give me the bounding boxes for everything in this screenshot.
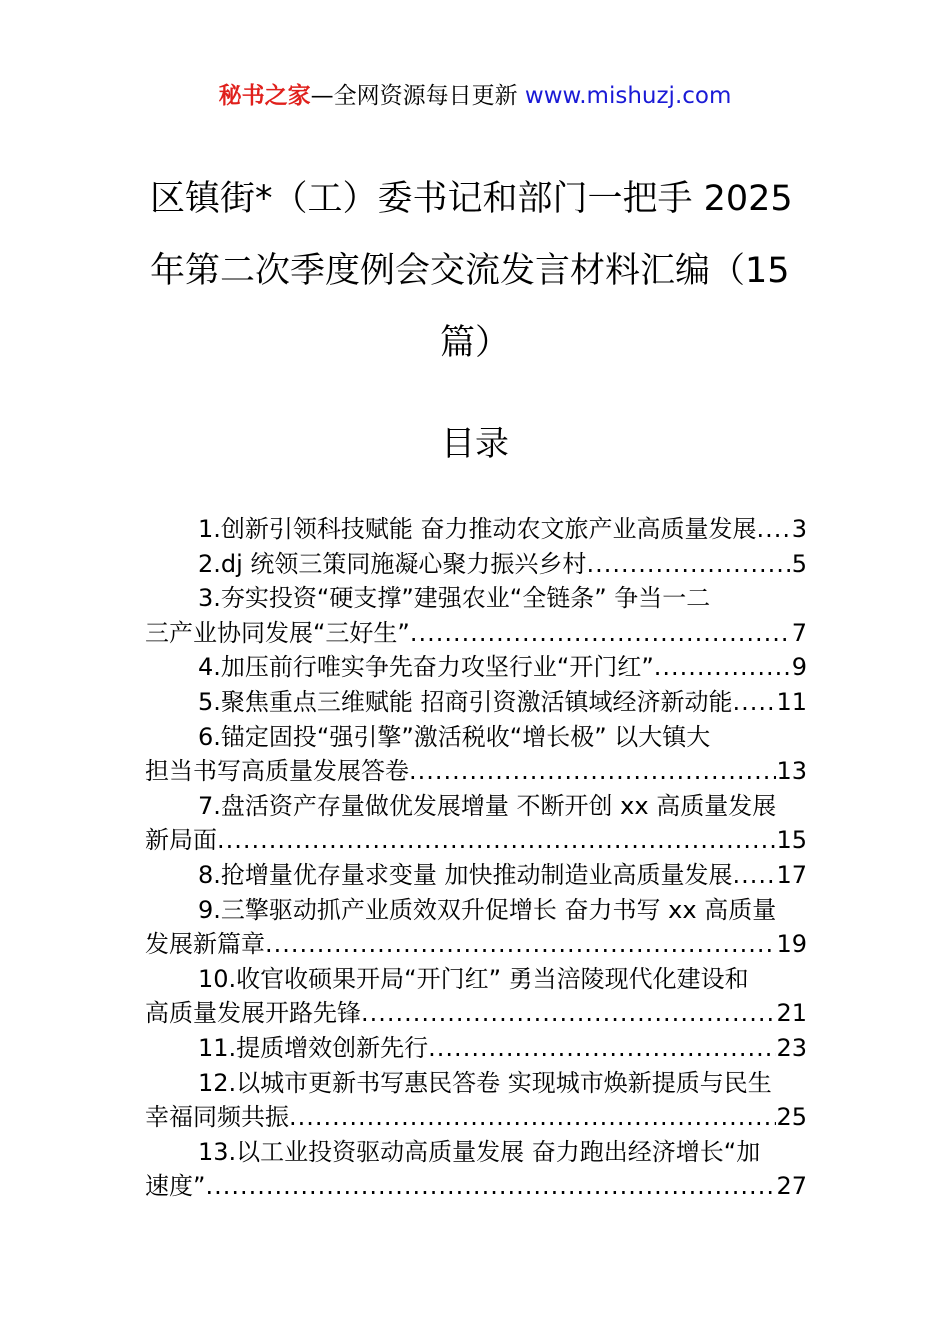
toc-leader-dots (654, 650, 792, 685)
toc-entry[interactable] (145, 720, 807, 755)
toc-page-number: 25 (776, 1103, 807, 1132)
toc-entry[interactable] (145, 789, 807, 824)
toc-page-number: 3 (791, 515, 807, 543)
toc-page-number: 19 (776, 930, 807, 959)
toc-heading: 目录 (441, 424, 509, 464)
toc-entry[interactable] (145, 685, 807, 720)
toc-leader-dots (217, 823, 776, 858)
toc-entry-title-cont: 速度” (145, 1172, 206, 1201)
toc-entry[interactable] (145, 893, 807, 928)
toc-entry-title: 9.三擎驱动抓产业质效双升促增长 奋力书写 xx 高质量 (198, 895, 777, 924)
document-title (150, 175, 800, 391)
toc-page-number: 21 (776, 999, 807, 1028)
toc-entry-title: 1.创新引领科技赋能 奋力推动农文旅产业高质量发展 (198, 515, 757, 543)
site-url-link[interactable]: www.mishuzj.com (524, 83, 732, 109)
toc-entry-title: 11.提质增效创新先行 (198, 1033, 429, 1062)
toc-entry-continuation[interactable] (145, 927, 807, 962)
title-line-3: 篇） (439, 323, 510, 363)
toc-leader-dots (361, 996, 776, 1031)
toc-page-number: 5 (791, 549, 807, 578)
toc-entry[interactable] (145, 581, 807, 616)
toc-entry[interactable] (145, 650, 807, 685)
toc-entry-title-cont: 高质量发展开路先锋 (145, 999, 361, 1028)
toc-page-number: 13 (776, 757, 807, 786)
toc-page-number: 7 (791, 618, 807, 647)
toc-leader-dots (265, 927, 776, 962)
toc-entry-continuation[interactable] (145, 823, 807, 858)
toc-page-number: 17 (776, 860, 807, 889)
toc-entry-title: 4.加压前行唯实争先奋力攻坚行业“开门红” (198, 653, 654, 682)
toc-leader-dots (409, 754, 776, 789)
toc-leader-dots (428, 1031, 776, 1066)
toc-leader-dots (733, 858, 777, 893)
toc-entry[interactable] (145, 1066, 807, 1101)
toc-entry-title-cont: 幸福同频共振 (145, 1103, 289, 1132)
toc-page-number: 23 (776, 1033, 807, 1062)
toc-leader-dots (757, 512, 792, 547)
toc-entry[interactable] (145, 858, 807, 893)
toc-entry-title: 12.以城市更新书写惠民答卷 实现城市焕新提质与民生 (198, 1068, 772, 1097)
toc-entry-title: 2.dj 统领三策同施凝心聚力振兴乡村 (198, 549, 587, 578)
site-header (0, 80, 950, 112)
toc-page-number: 27 (776, 1172, 807, 1201)
toc-entry-continuation[interactable] (145, 616, 807, 651)
toc-leader-dots (205, 1169, 776, 1204)
toc-entry-title: 13.以工业投资驱动高质量发展 奋力跑出经济增长“加 (198, 1137, 761, 1166)
toc-page-number: 15 (776, 826, 807, 855)
toc-entry[interactable] (145, 547, 807, 582)
toc-leader-dots (733, 685, 777, 720)
toc-entry-continuation[interactable] (145, 754, 807, 789)
toc-entry-title: 10.收官收硕果开局“开门红” 勇当涪陵现代化建设和 (198, 964, 749, 993)
toc-entry[interactable] (145, 962, 807, 997)
toc-entry-title: 5.聚焦重点三维赋能 招商引资激活镇域经济新动能 (198, 687, 733, 716)
toc-leader-dots (410, 616, 792, 651)
toc-entry-title-cont: 新局面 (145, 826, 217, 855)
toc-entry[interactable] (145, 512, 807, 547)
toc-entry-continuation[interactable] (145, 996, 807, 1031)
toc-page-number: 11 (776, 687, 807, 716)
toc-entry-title: 3.夯实投资“硬支撑”建强农业“全链条” 争当一二 (198, 584, 711, 613)
toc-entry-title-cont: 发展新篇章 (145, 930, 265, 959)
toc-entry-title: 7.盘活资产存量做优发展增量 不断开创 xx 高质量发展 (198, 791, 777, 820)
title-line-1: 区镇街*（工）委书记和部门一把手 2025 (150, 179, 793, 219)
toc-entry-continuation[interactable] (145, 1100, 807, 1135)
toc-entry[interactable] (145, 1135, 807, 1170)
title-line-2: 年第二次季度例会交流发言材料汇编（15 (150, 251, 790, 291)
header-tagline: —全网资源每日更新 (310, 83, 518, 109)
toc-leader-dots (586, 547, 791, 582)
toc-entry[interactable] (145, 1031, 807, 1066)
toc-entry-title: 8.抢增量优存量求变量 加快推动制造业高质量发展 (198, 860, 733, 889)
table-of-contents (145, 512, 807, 1204)
toc-entry-title-cont: 三产业协同发展“三好生” (145, 618, 410, 647)
toc-entry-title: 6.锚定固投“强引擎”激活税收“增长极” 以大镇大 (198, 722, 711, 751)
toc-page-number: 9 (791, 653, 807, 682)
toc-entry-title-cont: 担当书写高质量发展答卷 (145, 757, 409, 786)
brand-name: 秘书之家 (218, 83, 311, 109)
toc-entry-continuation[interactable] (145, 1169, 807, 1204)
toc-leader-dots (289, 1100, 776, 1135)
